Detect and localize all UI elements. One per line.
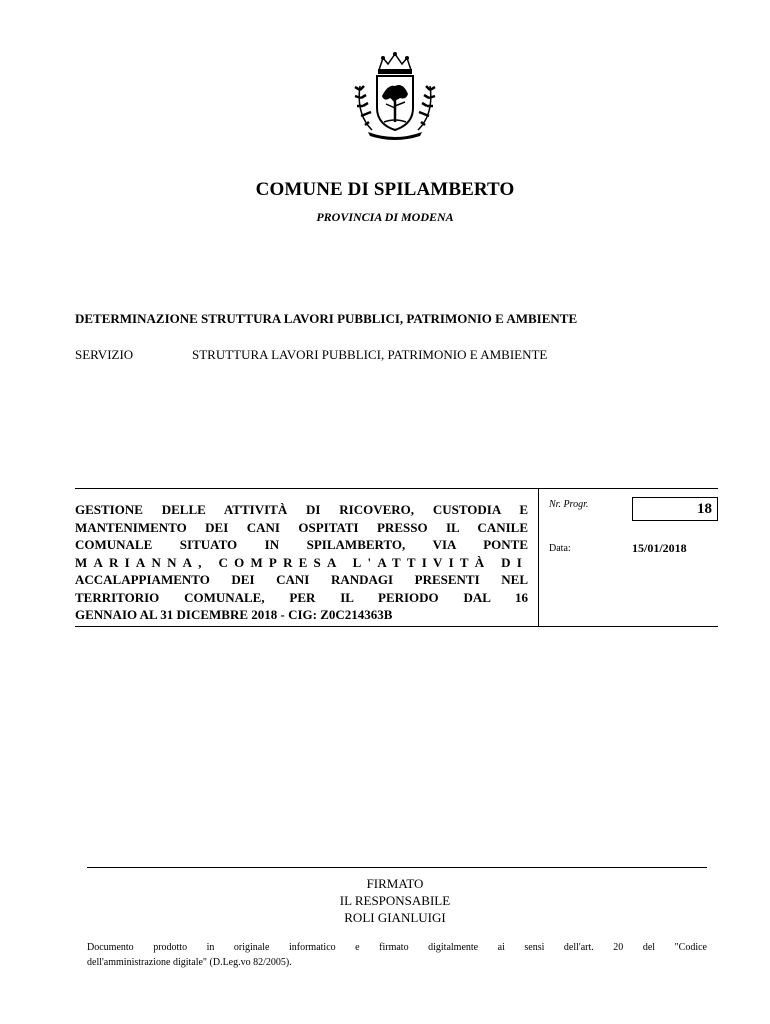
municipality-title: COMUNE DI SPILAMBERTO bbox=[255, 179, 515, 200]
subject-line: MANTENIMENTO DEI CANI OSPITATI PRESSO IL CANILE bbox=[75, 519, 528, 535]
table-bottom-rule bbox=[75, 626, 718, 627]
progressive-number-label: Nr. Progr. bbox=[549, 499, 589, 510]
subject-line: GENNAIO AL 31 DICEMBRE 2018 - CIG: Z0C214363B bbox=[75, 607, 393, 622]
date-value: 15/01/2018 bbox=[632, 541, 687, 555]
subject-line: ACCALAPPIAMENTO DEI CANI RANDAGI PRESENTI NEL bbox=[75, 572, 528, 587]
progressive-number-value: 18 bbox=[632, 497, 718, 521]
signature-role: IL RESPONSABILE bbox=[339, 893, 451, 908]
subject-line: TERRITORIO COMUNALE, PER IL PERIODO DAL 16 bbox=[75, 589, 528, 605]
table-top-rule bbox=[75, 488, 718, 489]
service-value: STRUTTURA LAVORI PUBBLICI, PATRIMONIO E AMBIENTE bbox=[192, 347, 548, 362]
subject-line: GESTIONE DELLE ATTIVITÀ DI RICOVERO, CUSTODIA E bbox=[75, 502, 528, 517]
subject-line: COMUNALE SITUATO IN SPILAMBERTO, VIA PONTE bbox=[75, 537, 528, 552]
subject-line: MARIANNA, COMPRESA L'ATTIVITÀ DI bbox=[75, 554, 528, 570]
signature-rule bbox=[87, 867, 707, 868]
determination-subject bbox=[75, 501, 528, 624]
footer-line-1: Documento prodotto in originale informatico e firmato digitalmente ai sensi dell'art. 20 del "Codice bbox=[87, 942, 707, 953]
table-divider bbox=[538, 489, 539, 627]
service-label: SERVIZIO bbox=[75, 347, 134, 362]
signature-name: ROLI GIANLUIGI bbox=[344, 910, 446, 925]
municipal-coat-of-arms-icon bbox=[348, 50, 442, 140]
date-label: Data: bbox=[549, 543, 571, 554]
footer-line-2: dell'amministrazione digitale" (D.Leg.vo 82/2005). bbox=[87, 957, 292, 968]
signature-status: FIRMATO bbox=[366, 876, 424, 891]
digital-signature-note bbox=[87, 940, 707, 970]
province-subtitle: PROVINCIA DI MODENA bbox=[316, 210, 454, 224]
determination-heading: DETERMINAZIONE STRUTTURA LAVORI PUBBLICI, PATRIMONIO E AMBIENTE bbox=[75, 311, 578, 326]
